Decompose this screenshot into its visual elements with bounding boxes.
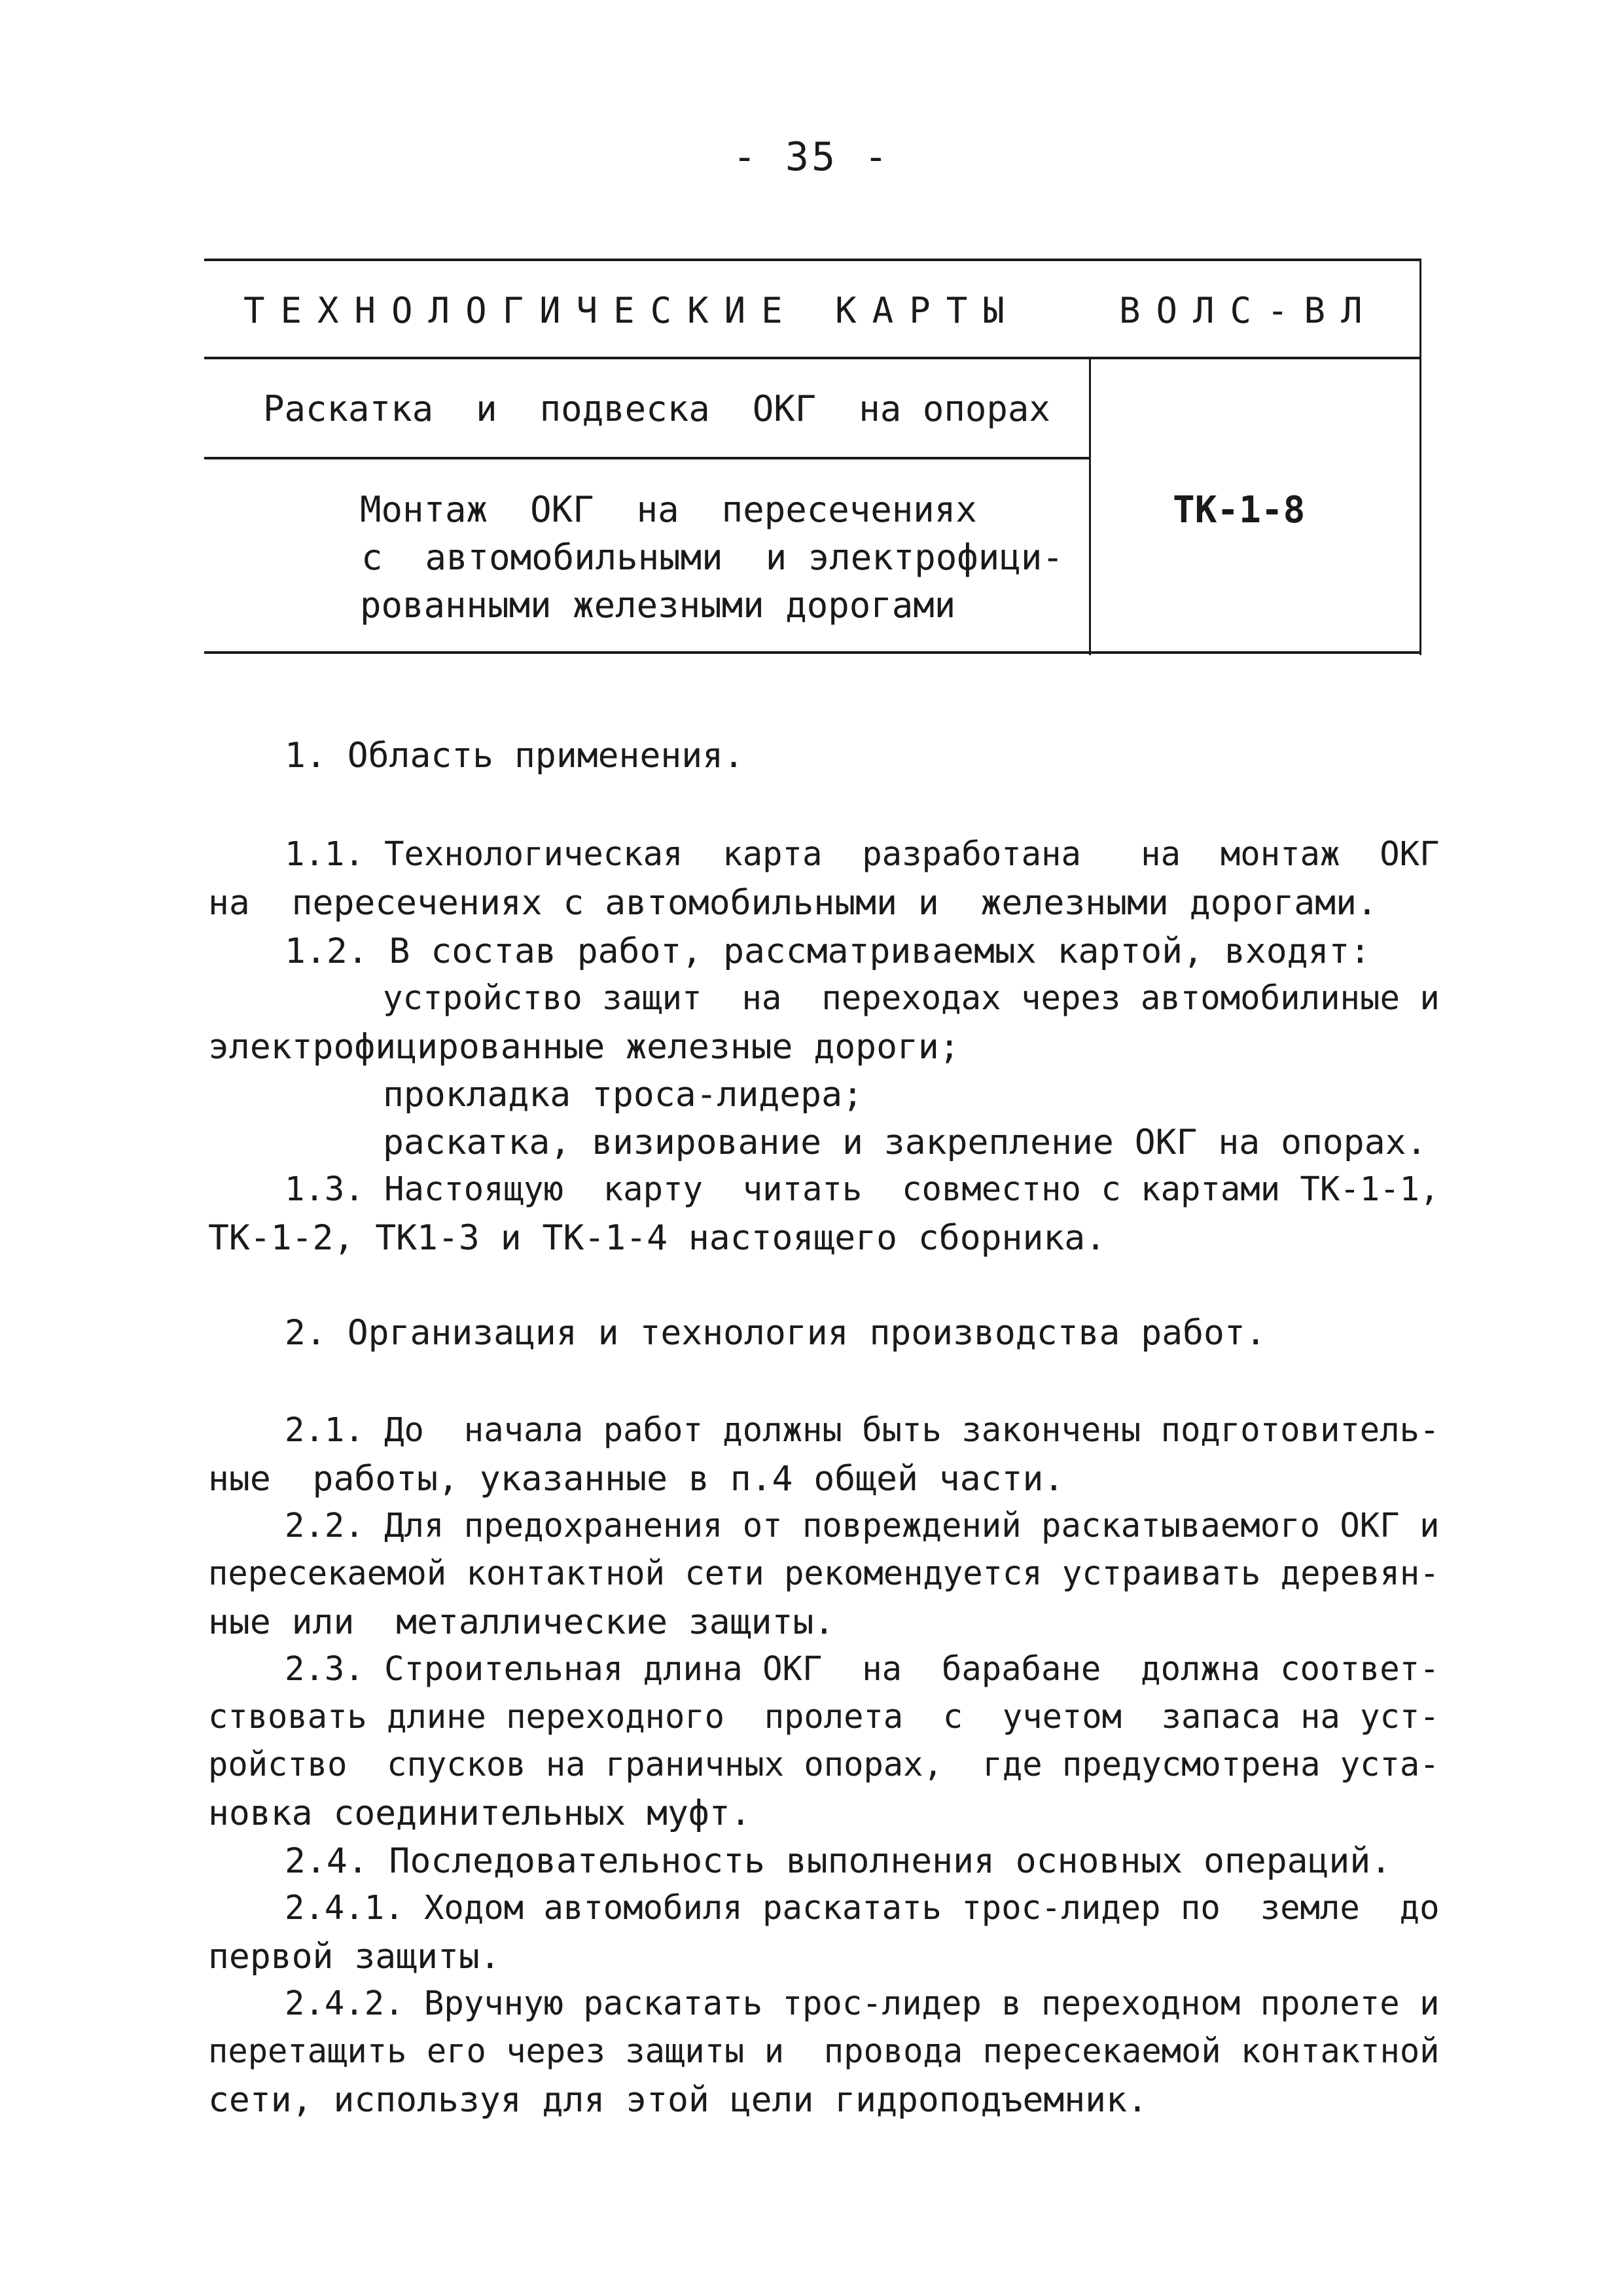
paragraph-line: 1.2. В состав работ, рассматриваемых картой, входят: — [285, 931, 1371, 971]
list-item: устройство защит на переходах через автомобилиные и — [383, 978, 1440, 1017]
page-number: - 35 - — [732, 134, 891, 180]
paragraph-line: 2.2. Для предохранения от повреждений раскатываемого ОКГ и — [285, 1506, 1440, 1545]
paragraph-line: 1.1. Технологическая карта разработана на монтаж ОКГ — [285, 834, 1440, 873]
paragraph-line: 2.4.1. Ходом автомобиля раскатать трос-лидер по земле до — [285, 1888, 1440, 1927]
paragraph-line: ствовать длине переходного пролета с учетом запаса на уст- — [208, 1697, 1440, 1736]
subject-line-3: рованными железными дорогами — [360, 584, 956, 626]
subject-line-2: с автомобильными и электрофици- — [361, 537, 1063, 578]
paragraph-line: ТК-1-2, ТК1-3 и ТК-1-4 настоящего сборника. — [208, 1218, 1107, 1258]
series-code: ВОЛС-ВЛ — [1119, 290, 1378, 331]
paragraph-line: новка соединительных муфт. — [208, 1793, 751, 1833]
paragraph-line: ные работы, указанные в п.4 общей части. — [208, 1459, 1065, 1499]
section-title: Раскатка и подвеска ОКГ на опорах — [263, 388, 1050, 429]
heading-scope: 1. Область применения. — [285, 736, 744, 776]
paragraph-line: ройство спусков на граничных опорах, где предусмотрена уста- — [208, 1745, 1440, 1784]
paragraph-line: 2.1. До начала работ должны быть закончены подготовитель- — [285, 1410, 1440, 1449]
paragraph-line: на пересечениях с автомобильными и железными дорогами. — [208, 883, 1378, 923]
subject-line-1: Монтаж ОКГ на пересечениях — [360, 489, 977, 530]
series-title: ТЕХНОЛОГИЧЕСКИЕ КАРТЫ — [243, 290, 1020, 331]
paragraph-line: первой защиты. — [208, 1937, 501, 1977]
list-item: прокладка троса-лидера; — [383, 1075, 863, 1115]
paragraph-line: перетащить его через защиты и провода пересекаемой контактной — [208, 2032, 1440, 2070]
list-item-continued: электрофицированные железные дороги; — [208, 1027, 960, 1067]
paragraph-line: 2.4. Последовательность выполнения основных операций. — [285, 1841, 1392, 1881]
paragraph-line: сети, используя для этой цели гидроподъемник. — [208, 2080, 1148, 2120]
card-code: ТК-1-8 — [1173, 489, 1306, 531]
paragraph-line: ные или металлические защиты. — [208, 1602, 835, 1642]
paragraph-line: 1.3. Настоящую карту читать совместно с картами ТК-1-1, — [285, 1170, 1440, 1208]
paragraph-line: 2.4.2. Вручную раскатать трос-лидер в переходном пролете и — [285, 1984, 1440, 2022]
paragraph-line: пересекаемой контактной сети рекомендуется устраивать деревян- — [208, 1554, 1440, 1592]
paragraph-line: 2.3. Строительная длина ОКГ на барабане должна соответ- — [285, 1649, 1440, 1688]
heading-organization: 2. Организация и технология производства работ. — [285, 1313, 1266, 1353]
list-item: раскатка, визирование и закрепление ОКГ на опорах. — [383, 1122, 1427, 1162]
